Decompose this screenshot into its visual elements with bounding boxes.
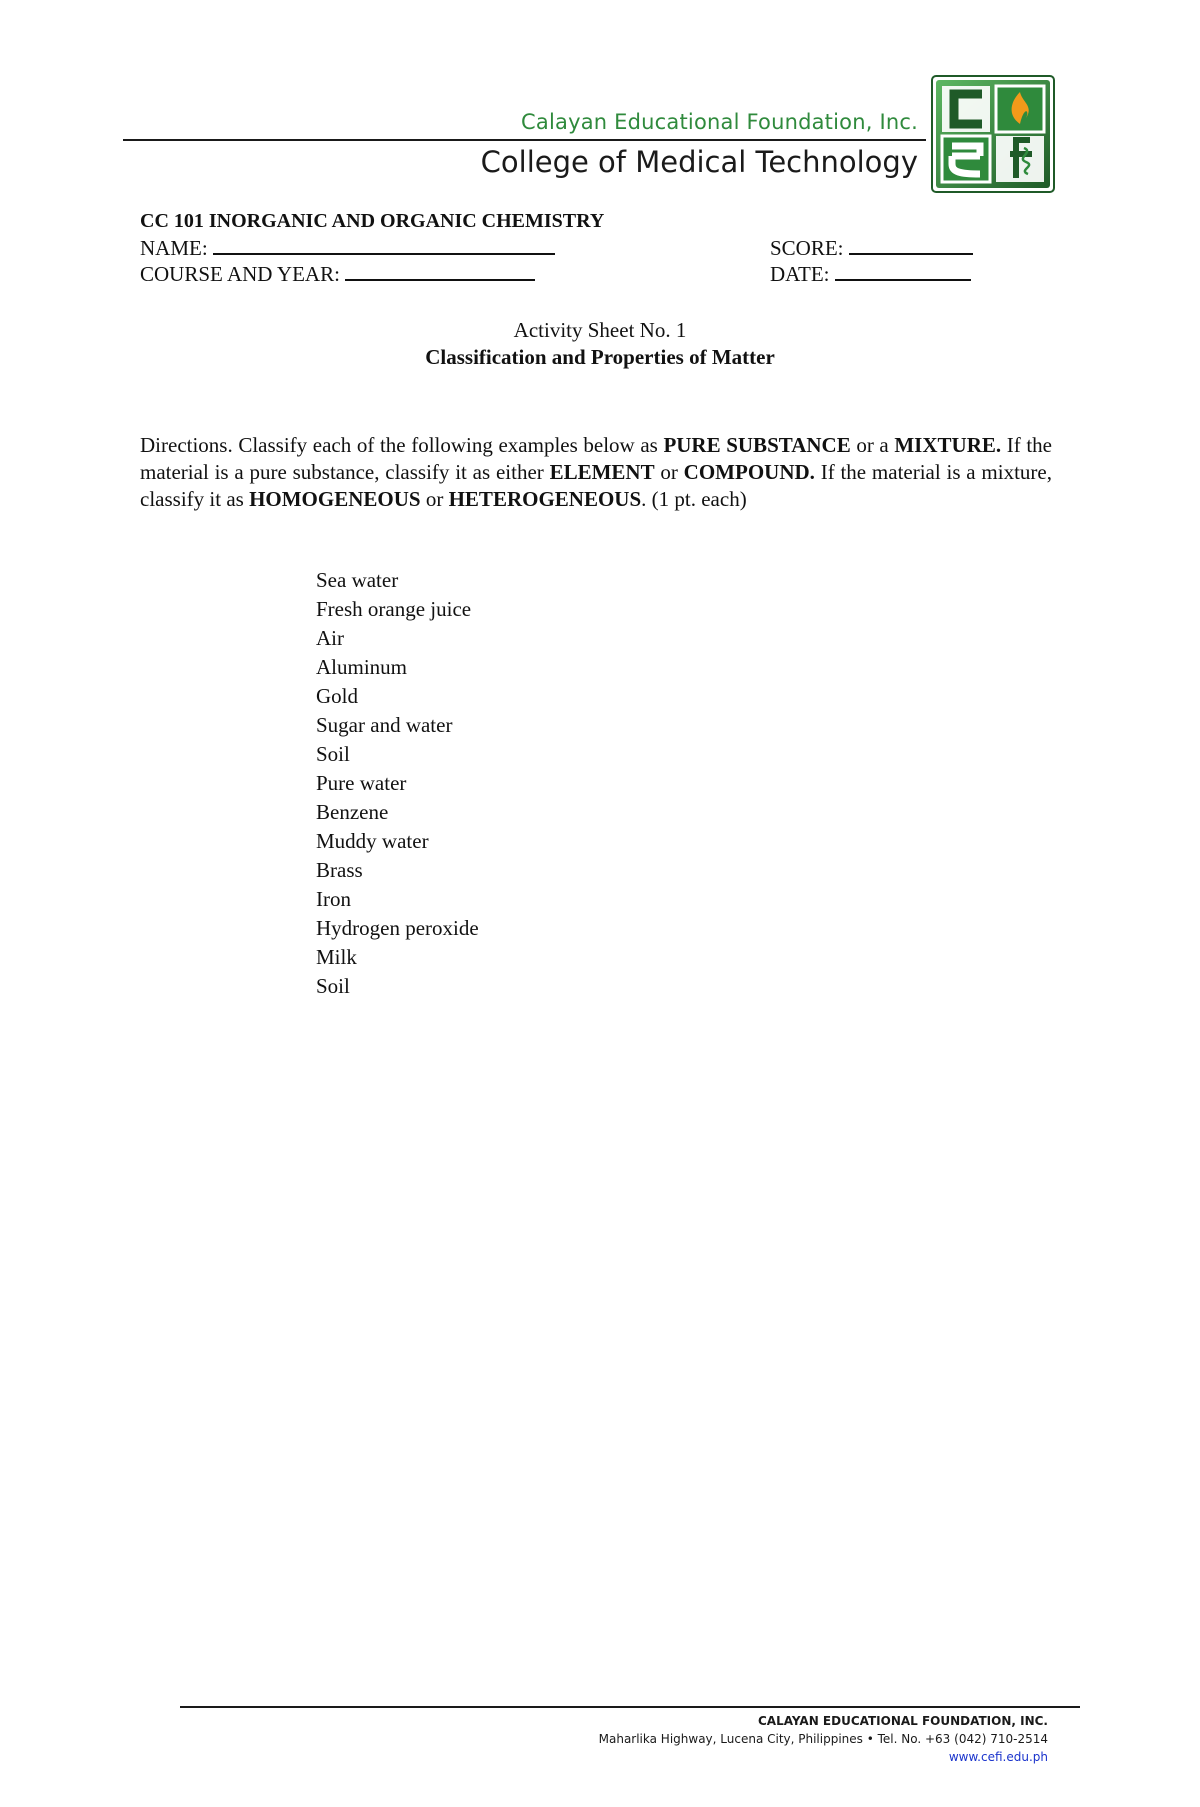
list-item bbox=[0, 943, 700, 972]
course-title: CC 101 INORGANIC AND ORGANIC CHEMISTRY bbox=[140, 210, 605, 232]
course-year-label: COURSE AND YEAR: bbox=[140, 262, 340, 286]
score-field bbox=[770, 236, 973, 261]
item-text: Gold bbox=[316, 684, 358, 708]
term-element: ELEMENT bbox=[549, 460, 655, 484]
item-text: Hydrogen peroxide bbox=[316, 916, 479, 940]
cefi-logo-graphic bbox=[926, 70, 1060, 198]
item-text: Sugar and water bbox=[316, 713, 453, 737]
item-text: Benzene bbox=[316, 800, 389, 824]
item-text: Iron bbox=[316, 887, 351, 911]
item-text: Brass bbox=[316, 858, 363, 882]
cefi-logo-icon bbox=[926, 70, 1060, 198]
name-field bbox=[140, 236, 555, 261]
list-item bbox=[0, 740, 700, 769]
organization-name: Calayan Educational Foundation, Inc. bbox=[521, 110, 918, 134]
term-homogeneous: HOMOGENEOUS bbox=[249, 487, 421, 511]
college-name: College of Medical Technology bbox=[480, 145, 918, 179]
item-text: Pure water bbox=[316, 771, 407, 795]
list-item bbox=[0, 624, 700, 653]
list-item bbox=[0, 682, 700, 711]
examples-list bbox=[0, 566, 700, 1001]
list-item bbox=[0, 595, 700, 624]
list-item bbox=[0, 711, 700, 740]
list-item bbox=[0, 653, 700, 682]
directions-text: If the material is a pure substance, classify it as either bbox=[140, 433, 1052, 484]
course-year-blank[interactable] bbox=[345, 265, 535, 281]
term-compound: COMPOUND. bbox=[683, 460, 815, 484]
directions-paragraph bbox=[140, 432, 1052, 513]
directions-text: or bbox=[654, 460, 684, 484]
footer-organization: CALAYAN EDUCATIONAL FOUNDATION, INC. bbox=[757, 1714, 1048, 1728]
item-text: Soil bbox=[316, 742, 350, 766]
score-label: SCORE: bbox=[770, 236, 844, 260]
date-label: DATE: bbox=[770, 262, 830, 286]
activity-title: Activity Sheet No. 1 bbox=[513, 318, 687, 342]
date-blank[interactable] bbox=[835, 265, 971, 281]
term-heterogeneous: HETEROGENEOUS bbox=[448, 487, 642, 511]
name-blank[interactable] bbox=[213, 239, 555, 255]
footer-website-link[interactable]: www.cefi.edu.ph bbox=[948, 1750, 1048, 1764]
term-pure-substance: PURE SUBSTANCE bbox=[663, 433, 851, 457]
item-text: Air bbox=[316, 626, 344, 650]
score-blank[interactable] bbox=[849, 239, 973, 255]
term-mixture: MIXTURE. bbox=[894, 433, 1002, 457]
list-item bbox=[0, 885, 700, 914]
date-field bbox=[770, 262, 971, 287]
list-item bbox=[0, 856, 700, 885]
course-year-field bbox=[140, 262, 535, 287]
item-text: Muddy water bbox=[316, 829, 429, 853]
directions-text: . (1 pt. each) bbox=[641, 487, 747, 511]
item-text: Aluminum bbox=[316, 655, 408, 679]
item-text: Fresh orange juice bbox=[316, 597, 472, 621]
item-text: Soil bbox=[316, 974, 350, 998]
footer-address: Maharlika Highway, Lucena City, Philippines • Tel. No. +63 (042) 710-2514 bbox=[598, 1732, 1048, 1746]
header-divider bbox=[123, 139, 926, 141]
activity-subtitle: Classification and Properties of Matter bbox=[425, 345, 775, 369]
list-item bbox=[0, 827, 700, 856]
list-item bbox=[0, 566, 700, 595]
footer-divider bbox=[180, 1706, 1080, 1708]
list-item bbox=[0, 798, 700, 827]
list-item bbox=[0, 972, 700, 1001]
directions-text: or a bbox=[850, 433, 895, 457]
name-label: NAME: bbox=[140, 236, 208, 260]
directions-text: Directions. Classify each of the following examples below as bbox=[140, 433, 664, 457]
directions-text: If the material is a mixture, classify it as bbox=[140, 460, 1052, 511]
directions-text: or bbox=[420, 487, 449, 511]
list-item bbox=[0, 914, 700, 943]
item-text: Sea water bbox=[316, 568, 399, 592]
item-text: Milk bbox=[316, 945, 357, 969]
list-item bbox=[0, 769, 700, 798]
